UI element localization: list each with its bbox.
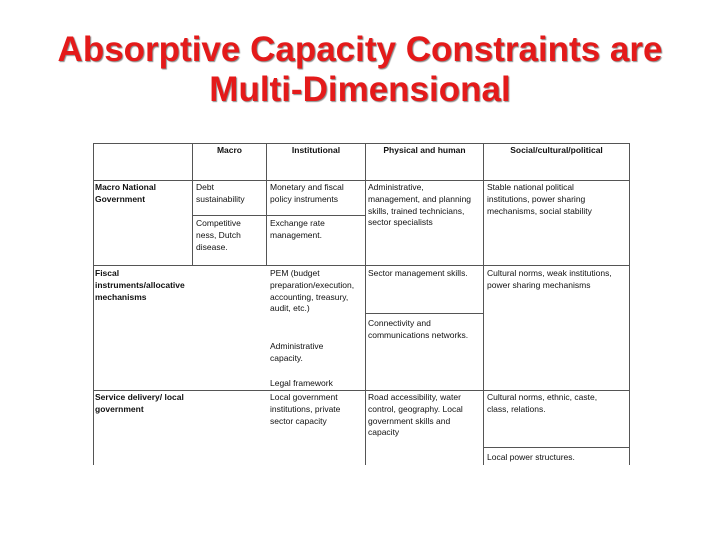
slide-title-line-1: Absorptive Capacity Constraints are [57,30,663,69]
row-label-service-delivery: Service delivery/ local government [95,392,184,414]
cell-local-power-structures: Local power structures. [487,452,575,462]
row-label-macro-national: Macro National Government [95,182,156,204]
table-rule [93,143,630,144]
cell-legal-framework: Legal framework [270,378,333,388]
table-rule [365,313,483,314]
cell-monetary-fiscal: Monetary and fiscal policy instruments [270,182,344,204]
cell-connectivity: Connectivity and communications networks. [368,318,469,340]
table-rule [93,265,630,266]
table-rule [192,215,365,216]
header-social-cultural-political: Social/cultural/political [510,145,603,155]
cell-cultural-norms-weak: Cultural norms, weak institutions, power sharing mechanisms [487,268,612,290]
cell-local-government: Local government institutions, private sector capacity [270,392,341,426]
cell-administrative-capacity: Administrative capacity. [270,341,324,363]
cell-competitiveness: Competitive ness, Dutch disease. [196,218,241,252]
slide-title-line-2: Multi-Dimensional [209,70,511,109]
table-rule [192,143,193,265]
table-rule [93,390,630,391]
table-rule [629,143,630,465]
cell-debt-sustainability: Debt sustainability [196,182,245,204]
cell-road-accessibility: Road accessibility, water control, geography. Local government skills and capacity [368,392,463,438]
cell-exchange-rate: Exchange rate management. [270,218,325,240]
cell-stable-political-institutions: Stable national political institutions, power sharing mechanisms, social stability [487,182,592,216]
table-rule [483,143,484,465]
table-rule [93,180,630,181]
table-rule [266,143,267,265]
table-rule [483,447,630,448]
table-rule [365,143,366,465]
cell-cultural-norms-ethnic: Cultural norms, ethnic, caste, class, relations. [487,392,598,414]
header-physical-human: Physical and human [383,145,466,155]
header-institutional: Institutional [291,145,341,155]
cell-sector-management: Sector management skills. [368,268,468,278]
header-macro: Macro [216,145,243,155]
row-label-fiscal: Fiscal instruments/allocative mechanisms [95,268,185,302]
cell-pem: PEM (budget preparation/execution, accounting, treasury, audit, etc.) [270,268,355,314]
table-rule [93,143,94,465]
cell-administrative-skills: Administrative, management, and planning skills, trained technicians, sector specialists [368,182,472,228]
